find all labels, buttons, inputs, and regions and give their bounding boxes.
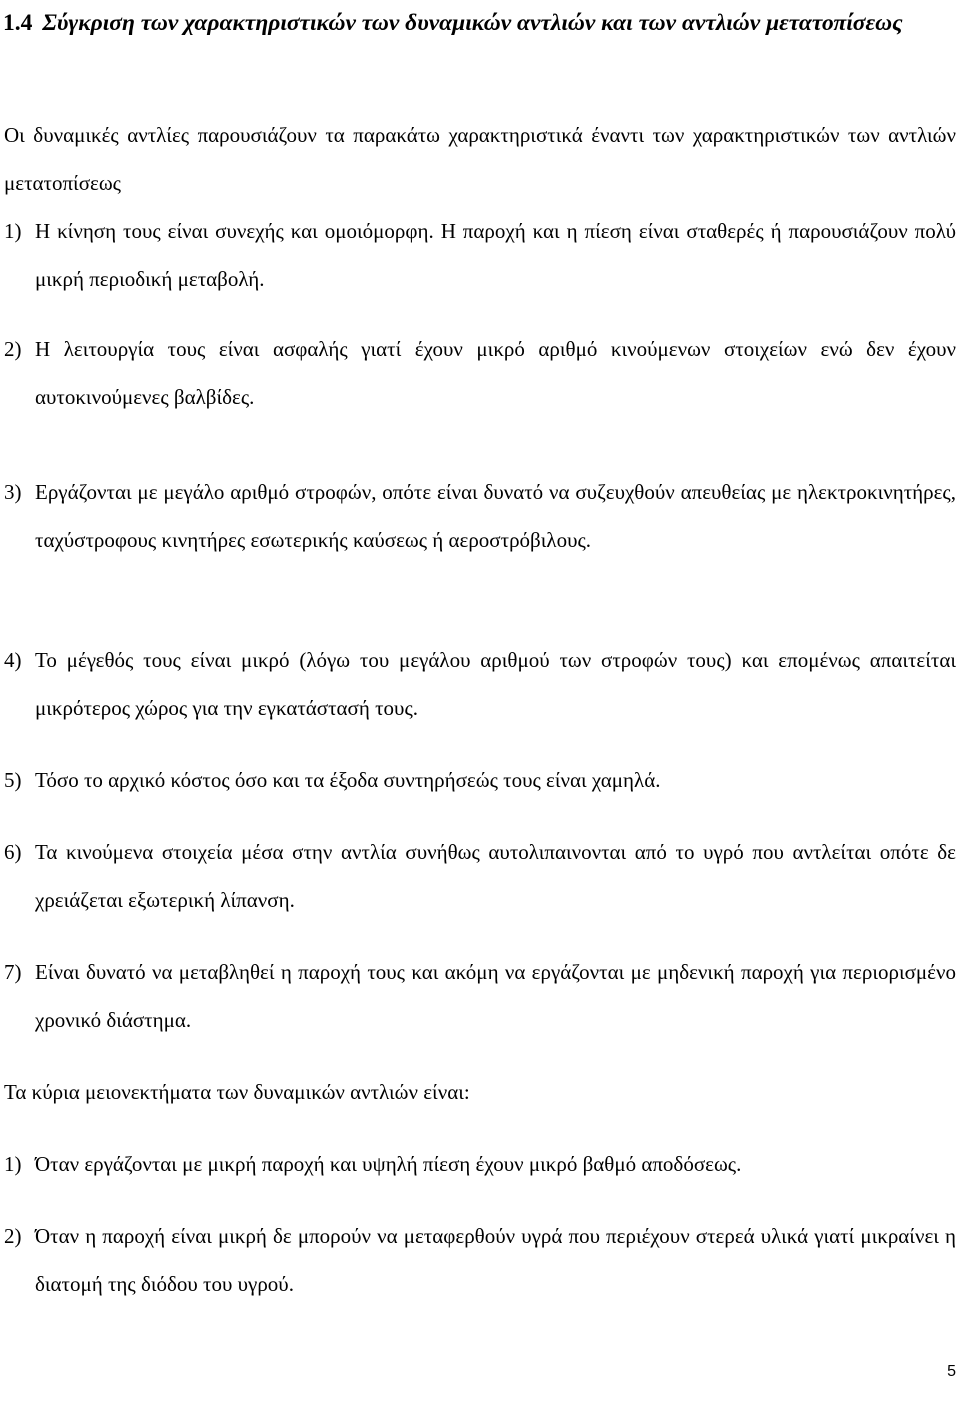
item-marker: 7) — [4, 960, 22, 984]
disadvantage-item-1 — [4, 1140, 956, 1188]
item-text: Εργάζονται με μεγάλο αριθμό στροφών, οπότε είναι δυνατό να συζευχθούν απευθείας με ηλεκτροκινητήρες, ταχύστροφους κινητήρες εσωτερικής καύσεως ή αεροστρόβιλους. — [35, 480, 956, 552]
item-marker: 5) — [4, 768, 22, 792]
advantage-item-2 — [4, 325, 956, 421]
item-text: Η λειτουργία τους είναι ασφαλής γιατί έχουν μικρό αριθμό κινούμενων στοιχείων ενώ δεν έχουν αυτοκινούμενες βαλβίδες. — [35, 337, 956, 409]
advantage-item-5 — [4, 756, 956, 804]
item-text: Είναι δυνατό να μεταβληθεί η παροχή τους και ακόμη να εργάζονται με μηδενική παροχή για περιορισμένο χρονικό διάστημα. — [35, 960, 956, 1032]
item-text: Η κίνηση τους είναι συνεχής και ομοιόμορφη. Η παροχή και η πίεση είναι σταθερές ή παρουσιάζουν πολύ μικρή περιοδική μεταβολή. — [35, 219, 956, 291]
item-marker: 6) — [4, 840, 22, 864]
item-marker: 4) — [4, 648, 22, 672]
item-marker: 1) — [4, 219, 22, 243]
advantage-item-6 — [4, 828, 956, 924]
item-text: Όταν εργάζονται με μικρή παροχή και υψηλή πίεση έχουν μικρό βαθμό αποδόσεως. — [35, 1152, 742, 1176]
item-text: Τα κινούμενα στοιχεία μέσα στην αντλία συνήθως αυτολιπαινονται από το υγρό που αντλείται οπότε δε χρειάζεται εξωτερική λίπανση. — [35, 840, 956, 912]
advantage-item-4 — [4, 636, 956, 732]
intro-paragraph: Οι δυναμικές αντλίες παρουσιάζουν τα παρακάτω χαρακτηριστικά έναντι των χαρακτηριστικών των αντλιών μετατοπίσεως — [4, 123, 956, 195]
advantage-item-3 — [4, 468, 956, 564]
section-number: 1.4 — [3, 10, 33, 36]
page-number: 5 — [947, 1363, 956, 1380]
item-marker: 2) — [4, 1224, 22, 1248]
advantage-item-1 — [4, 207, 956, 303]
item-marker: 1) — [4, 1152, 22, 1176]
item-text: Το μέγεθός τους είναι μικρό (λόγω του μεγάλου αριθμού των στροφών τους) και επομένως απαιτείται μικρότερος χώρος για την εγκατάστασή τους. — [35, 648, 956, 720]
item-marker: 3) — [4, 480, 22, 504]
section-title: Σύγκριση των χαρακτηριστικών των δυναμικών αντλιών και των αντλιών μετατοπίσεως — [42, 10, 903, 36]
advantage-item-7 — [4, 948, 956, 1044]
disadvantages-intro: Τα κύρια μειονεκτήματα των δυναμικών αντλιών είναι: — [4, 1080, 470, 1104]
item-text: Τόσο το αρχικό κόστος όσο και τα έξοδα συντηρήσεώς τους είναι χαμηλά. — [35, 768, 661, 792]
disadvantage-item-2 — [4, 1212, 956, 1308]
item-marker: 2) — [4, 337, 22, 361]
section-heading — [3, 2, 955, 44]
item-text: Όταν η παροχή είναι μικρή δε μπορούν να μεταφερθούν υγρά που περιέχουν στερεά υλικά γιατί μικραίνει η διατομή της διόδου του υγρού. — [35, 1224, 956, 1296]
